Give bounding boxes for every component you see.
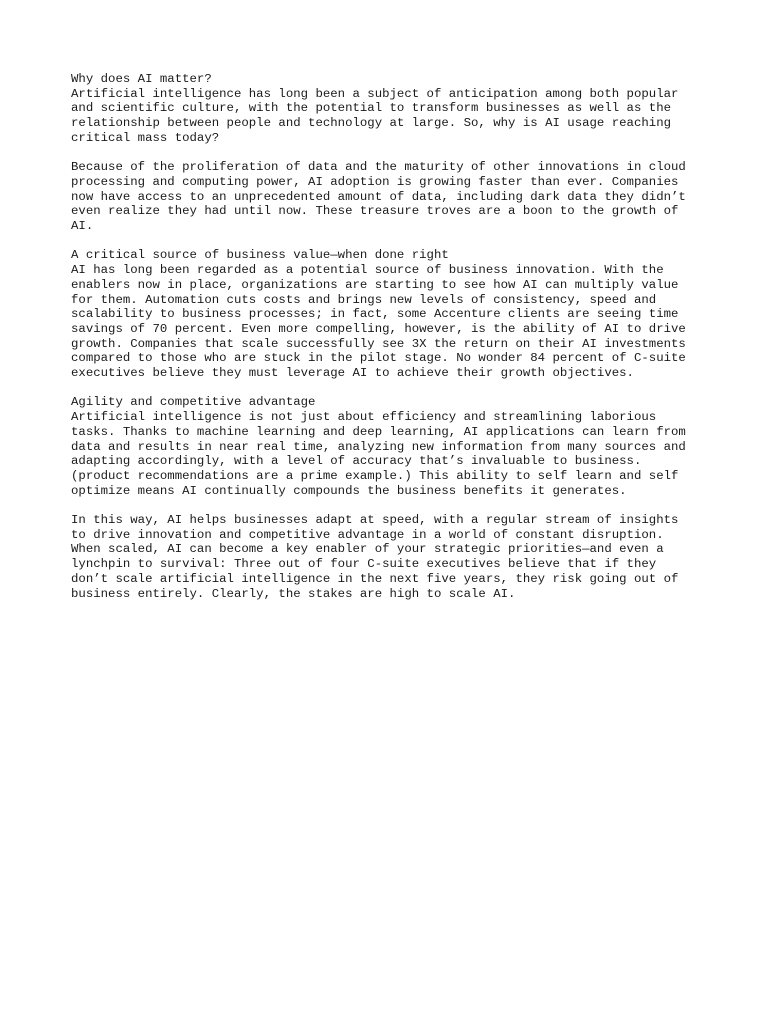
text-line: savings of 70 percent. Even more compelling, however, is the ability of AI to drive	[71, 321, 686, 336]
text-line: to drive innovation and competitive advantage in a world of constant disruption.	[71, 527, 664, 542]
text-line: In this way, AI helps businesses adapt at speed, with a regular stream of insights	[71, 513, 679, 528]
text-line: lynchpin to survival: Three out of four C-suite executives believe that if they	[71, 557, 657, 572]
text-line: business entirely. Clearly, the stakes are high to scale AI.	[71, 586, 516, 601]
text-line: When scaled, AI can become a key enabler of your strategic priorities—and even a	[71, 542, 664, 557]
text-line: scalability to business processes; in fact, some Accenture clients are seeing time	[71, 307, 679, 322]
text-line: executives believe they must leverage AI to achieve their growth objectives.	[71, 366, 634, 381]
text-line: compared to those who are stuck in the pilot stage. No wonder 84 percent of C-suite	[71, 351, 686, 366]
text-line: for them. Automation cuts costs and brings new levels of consistency, speed and	[71, 292, 657, 307]
text-line: don’t scale artificial intelligence in the next five years, they risk going out of	[71, 571, 679, 586]
text-line: and scientific culture, with the potential to transform businesses as well as the	[71, 101, 672, 116]
paragraph-business-value	[71, 248, 711, 380]
text-line: Artificial intelligence has long been a subject of anticipation among both popular	[71, 86, 679, 101]
section-heading: Why does AI matter?	[71, 72, 212, 86]
text-line: (product recommendations are a prime example.) This ability to self learn and self	[71, 468, 679, 483]
paragraph-why-ai-matters	[71, 72, 711, 146]
text-line: even realize they had until now. These treasure troves are a boon to the growth of	[71, 204, 679, 219]
text-line: AI has long been regarded as a potential source of business innovation. With the	[71, 263, 664, 278]
section-heading: A critical source of business value—when done right	[71, 248, 449, 263]
text-line: now have access to an unprecedented amount of data, including dark data they didn’t	[71, 189, 686, 204]
paragraph-agility	[71, 395, 711, 498]
text-line: optimize means AI continually compounds the business benefits it generates.	[71, 483, 627, 498]
text-line: growth. Companies that scale successfully see 3X the return on their AI investments	[71, 336, 686, 351]
text-line: data and results in near real time, analyzing new information from many sources and	[71, 439, 686, 454]
text-line: tasks. Thanks to machine learning and deep learning, AI applications can learn from	[71, 424, 686, 439]
text-line: processing and computing power, AI adoption is growing faster than ever. Companies	[71, 174, 679, 189]
text-line: critical mass today?	[71, 130, 220, 145]
text-line: enablers now in place, organizations are starting to see how AI can multiply value	[71, 277, 679, 292]
text-line: Because of the proliferation of data and the maturity of other innovations in cloud	[71, 160, 686, 175]
document-page	[71, 72, 711, 616]
paragraph-adapt-at-speed	[71, 513, 711, 601]
section-heading: Agility and competitive advantage	[71, 395, 316, 410]
text-line: AI.	[71, 219, 94, 234]
text-line: Artificial intelligence is not just about efficiency and streamlining laborious	[71, 410, 657, 425]
paragraph-proliferation-of-data	[71, 160, 711, 234]
text-line: relationship between people and technology at large. So, why is AI usage reaching	[71, 116, 672, 131]
text-line: adapting accordingly, with a level of accuracy that’s invaluable to business.	[71, 454, 642, 469]
